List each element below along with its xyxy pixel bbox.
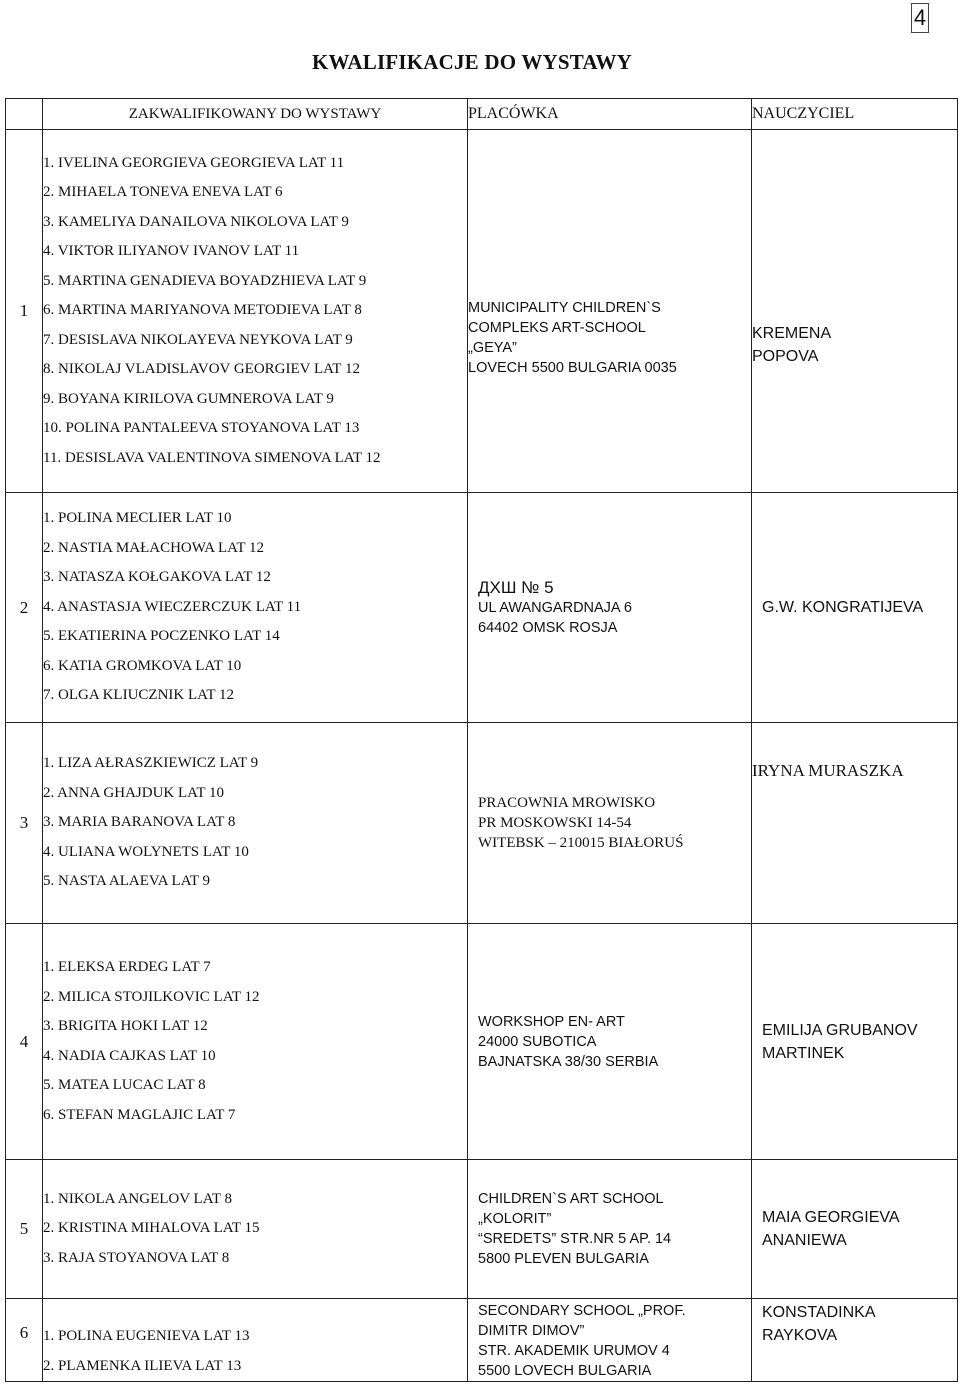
header-students: ZAKWALIFIKOWANY DO WYSTAWY [43, 99, 468, 130]
row-number: 5 [6, 1160, 43, 1299]
institution-cell [468, 723, 752, 924]
row-number: 1 [6, 130, 43, 493]
institution-cell [468, 1160, 752, 1299]
table-row [6, 1299, 958, 1382]
institution-line: 24000 SUBOTICA [478, 1033, 597, 1050]
table-row [6, 493, 958, 723]
institution-cell [468, 130, 752, 493]
teacher-cell [752, 130, 958, 493]
student-entry: 4. ULIANA WOLYNETS LAT 10 [43, 843, 249, 860]
header-teacher: NAUCZYCIEL [752, 99, 958, 130]
student-entry: 4. ANASTASJA WIECZERCZUK LAT 11 [43, 598, 302, 615]
row-number: 2 [6, 493, 43, 723]
institution-cell [468, 493, 752, 723]
teacher-line: KREMENA [752, 325, 832, 342]
teacher-cell [752, 493, 958, 723]
student-entry: 5. MARTINA GENADIEVA BOYADZHIEVA LAT 9 [43, 272, 367, 289]
institution-line: 5800 PLEVEN BULGARIA [478, 1251, 649, 1267]
teacher-line: EMILIJA GRUBANOV [762, 1021, 918, 1039]
student-entry: 1. POLINA EUGENIEVA LAT 13 [43, 1328, 250, 1344]
student-entry: 5. EKATIERINA POCZENKO LAT 14 [43, 628, 280, 645]
institution-line: COMPLEKS ART-SCHOOL [468, 320, 646, 336]
institution-line: PRACOWNIA MROWISKO [478, 795, 656, 811]
student-list [43, 130, 468, 493]
student-entry: 1. ELEKSA ERDEG LAT 7 [43, 959, 211, 975]
student-entry: 2. MILICA STOJILKOVIC LAT 12 [43, 988, 260, 1005]
institution-line: SECONDARY SCHOOL „PROF. [478, 1303, 686, 1319]
student-entry: 10. POLINA PANTALEEVA STOYANOVA LAT 13 [43, 420, 360, 437]
student-entry: 1. LIZA AŁRASZKIEWICZ LAT 9 [43, 755, 259, 772]
student-entry: 1. IVELINA GEORGIEVA GEORGIEVA LAT 11 [43, 154, 345, 171]
institution-line: DIMITR DIMOV” [478, 1323, 585, 1339]
table-row [6, 130, 958, 493]
student-list [43, 723, 468, 924]
institution-line: BAJNATSKA 38/30 SERBIA [478, 1053, 659, 1070]
student-entry: 6. MARTINA MARIYANOVA METODIEVA LAT 8 [43, 302, 362, 319]
header-row [6, 99, 958, 130]
teacher-cell [752, 723, 958, 924]
student-entry: 1. NIKOLA ANGELOV LAT 8 [43, 1190, 233, 1207]
row-number: 3 [6, 723, 43, 924]
institution-cell [468, 1299, 752, 1382]
table-row [6, 723, 958, 924]
institution-line: CHILDREN`S ART SCHOOL [478, 1191, 664, 1207]
student-entry: 3. NATASZA KOŁGAKOVA LAT 12 [43, 569, 271, 586]
institution-line: MUNICIPALITY CHILDREN`S [468, 300, 661, 316]
student-entry: 2. ANNA GHAJDUK LAT 10 [43, 784, 224, 801]
institution-line: ДХШ № 5 [478, 577, 554, 597]
institution-line: „GEYA” [468, 340, 517, 356]
institution-line: 5500 LOVECH BULGARIA [478, 1363, 652, 1379]
teacher-line: RAYKOVA [762, 1327, 837, 1344]
student-entry: 7. OLGA KLIUCZNIK LAT 12 [43, 687, 234, 704]
row-number: 4 [6, 924, 43, 1160]
student-list [43, 493, 468, 723]
student-entry: 3. MARIA BARANOVA LAT 8 [43, 814, 236, 831]
qualification-table [5, 98, 958, 1382]
teacher-line: ANANIEWA [762, 1232, 847, 1249]
student-entry: 3. RAJA STOYANOVA LAT 8 [43, 1249, 230, 1266]
student-entry: 3. BRIGITA HOKI LAT 12 [43, 1018, 208, 1034]
teacher-cell [752, 1160, 958, 1299]
student-entry: 3. KAMELIYA DANAILOVA NIKOLOVA LAT 9 [43, 213, 349, 230]
institution-line: “SREDETS” STR.NR 5 AP. 14 [478, 1231, 672, 1247]
student-entry: 2. NASTIA MAŁACHOWA LAT 12 [43, 539, 264, 556]
student-entry: 5. MATEA LUCAC LAT 8 [43, 1077, 206, 1093]
student-list [43, 924, 468, 1160]
institution-line: „KOLORIT” [478, 1211, 552, 1227]
student-entry: 7. DESISLAVA NIKOLAYEVA NEYKOVA LAT 9 [43, 331, 353, 348]
institution-line: WORKSHOP EN- ART [478, 1013, 625, 1030]
institution-line: 64402 OMSK ROSJA [478, 619, 618, 636]
student-entry: 11. DESISLAVA VALENTINOVA SIMENOVA LAT 12 [43, 449, 381, 466]
institution-line: STR. AKADEMIK URUMOV 4 [478, 1343, 670, 1359]
student-entry: 1. POLINA MECLIER LAT 10 [43, 510, 232, 527]
teacher-cell [752, 1299, 958, 1382]
student-entry: 4. NADIA CAJKAS LAT 10 [43, 1047, 216, 1064]
student-entry: 2. PLAMENKA ILIEVA LAT 13 [43, 1357, 242, 1374]
page-title: KWALIFIKACJE DO WYSTAWY [311, 50, 633, 74]
institution-cell [468, 924, 752, 1160]
teacher-line: MAIA GEORGIEVA [762, 1209, 900, 1226]
teacher-line: IRYNA MURASZKA [752, 761, 904, 780]
student-entry: 6. KATIA GROMKOVA LAT 10 [43, 657, 242, 674]
teacher-line: POPOVA [752, 348, 819, 365]
header-number [6, 99, 43, 130]
table-row [6, 1160, 958, 1299]
student-list [43, 1299, 468, 1382]
page-number: 4 [911, 3, 929, 33]
student-entry: 4. VIKTOR ILIYANOV IVANOV LAT 11 [43, 243, 300, 260]
teacher-line: G.W. KONGRATIJEVA [762, 599, 924, 616]
institution-line: LOVECH 5500 BULGARIA 0035 [468, 360, 677, 376]
institution-line: UL AWANGARDNAJA 6 [478, 599, 632, 616]
student-entry: 9. BOYANA KIRILOVA GUMNEROVA LAT 9 [43, 390, 334, 407]
student-list [43, 1160, 468, 1299]
student-entry: 8. NIKOLAJ VLADISLAVOV GEORGIEV LAT 12 [43, 361, 360, 378]
table-row [6, 924, 958, 1160]
institution-line: PR MOSKOWSKI 14-54 [478, 815, 632, 831]
student-entry: 5. NASTA ALAEVA LAT 9 [43, 873, 211, 890]
teacher-cell [752, 924, 958, 1160]
header-institution: PLACÓWKA [468, 99, 752, 130]
teacher-line: KONSTADINKA [762, 1304, 876, 1321]
student-entry: 6. STEFAN MAGLAJIC LAT 7 [43, 1106, 236, 1123]
institution-line: WITEBSK – 210015 BIAŁORUŚ [478, 835, 684, 851]
row-number: 6 [6, 1299, 43, 1382]
student-entry: 2. KRISTINA MIHALOVA LAT 15 [43, 1220, 260, 1237]
teacher-line: MARTINEK [762, 1044, 845, 1062]
student-entry: 2. MIHAELA TONEVA ENEVA LAT 6 [43, 184, 283, 201]
